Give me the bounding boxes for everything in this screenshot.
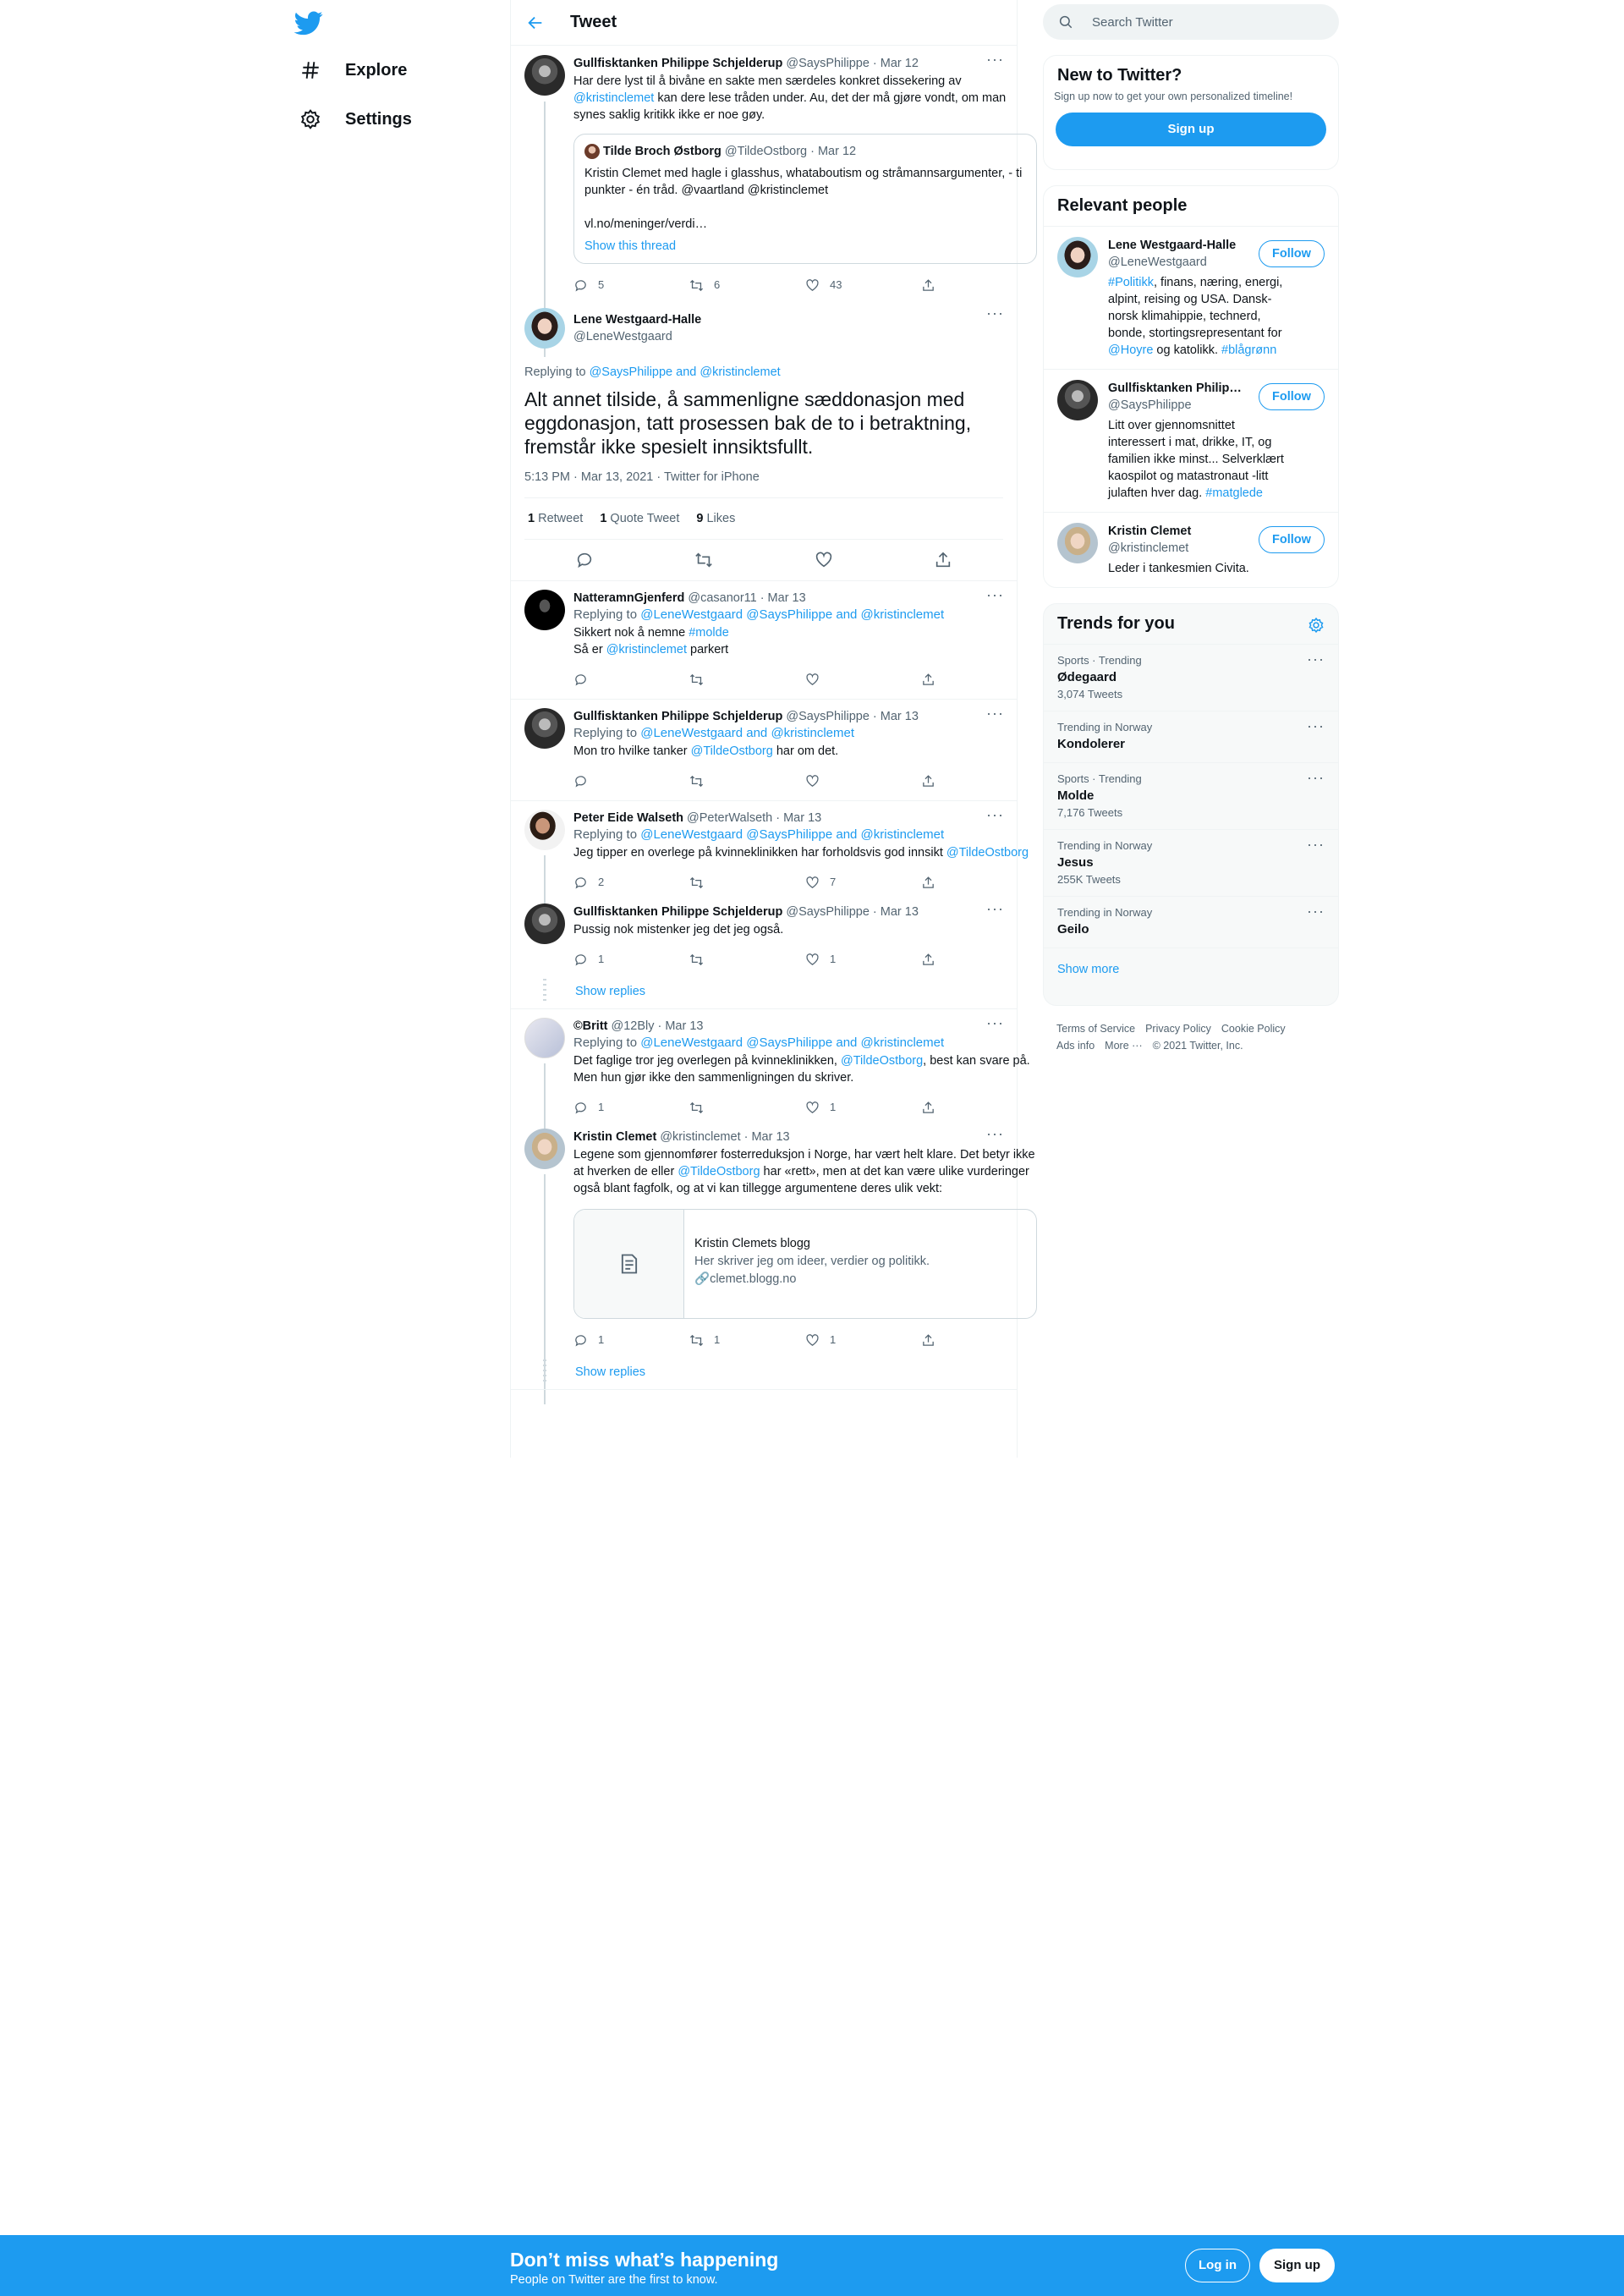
reply-icon [573, 876, 588, 890]
heart-icon[interactable] [815, 551, 833, 569]
tweet-actions [573, 1093, 1037, 1122]
focused-tweet-text: Alt annet tilside, å sammenligne sæddonasjon med eggdonasjon, tatt prosessen bak de to i betraktning, fremstår ikke spesielt innsiktsfullt. [524, 388, 972, 458]
replying-label: Replying to [524, 365, 590, 379]
more-icon[interactable]: ··· [986, 586, 1004, 603]
bottom-signup-bar [0, 2235, 1624, 2296]
person-item[interactable] [1044, 226, 1338, 369]
tweet-actions [573, 766, 1037, 795]
sign-up-button[interactable]: Sign up [1056, 113, 1326, 146]
tweet-actions [573, 271, 1037, 299]
avatar[interactable] [524, 810, 565, 850]
avatar[interactable] [524, 1129, 565, 1169]
new-to-twitter-panel [1043, 55, 1339, 170]
more-icon[interactable]: ··· [1307, 717, 1325, 734]
person-item[interactable] [1044, 369, 1338, 512]
card-text [684, 1210, 940, 1318]
retweet-count: 1 [714, 1333, 721, 1346]
hashtag-icon [299, 59, 321, 81]
reply-icon[interactable] [575, 551, 594, 569]
cookie-link[interactable]: Cookie Policy [1221, 1023, 1286, 1035]
reply-tweet[interactable] [511, 1009, 1030, 1127]
show-thread-link[interactable]: Show this thread [584, 239, 677, 253]
tweet-date[interactable]: · Mar 13 [760, 591, 806, 605]
more-icon[interactable]: ··· [1307, 651, 1325, 667]
quote-url: vl.no/meninger/verdi… [584, 217, 708, 231]
trend-item[interactable] [1044, 644, 1338, 711]
card-image [574, 1210, 684, 1318]
link-icon: 🔗 [694, 1272, 710, 1286]
mention-link[interactable]: @TildeOstborg [840, 1054, 924, 1068]
reply-icon [573, 278, 588, 293]
reply-button[interactable] [573, 277, 689, 294]
replying-to [524, 365, 1003, 379]
retweet-icon [689, 876, 704, 890]
tos-link[interactable]: Terms of Service [1056, 1023, 1136, 1035]
avatar[interactable] [524, 904, 565, 944]
log-in-button[interactable]: Log in [1185, 2249, 1250, 2282]
replying-to: Replying to @LeneWestgaard and @kristinclemet [573, 726, 855, 740]
replying-to: Replying to @LeneWestgaard @SaysPhilippe and @kristinclemet [573, 607, 945, 622]
footer-links [1056, 1020, 1296, 1054]
retweet-button[interactable] [689, 774, 805, 788]
privacy-link[interactable]: Privacy Policy [1145, 1023, 1211, 1035]
share-icon [921, 876, 935, 890]
nav-settings[interactable] [299, 102, 412, 136]
tweet-stats [524, 497, 1003, 540]
show-replies-link[interactable] [511, 974, 1017, 1009]
like-button[interactable] [805, 774, 921, 788]
retweet-button[interactable] [689, 673, 805, 687]
avatar[interactable] [1057, 523, 1098, 563]
author-name[interactable]: Kristin Clemet [573, 1130, 657, 1144]
trend-count: 7,176 Tweets [1057, 806, 1123, 819]
tweet-date[interactable]: · Mar 13 [743, 1130, 790, 1144]
more-icon[interactable]: ··· [986, 806, 1004, 823]
quote-author-name: Tilde Broch Østborg [603, 145, 721, 158]
more-icon[interactable]: ··· [1307, 903, 1325, 920]
avatar[interactable] [524, 308, 565, 349]
tweet-date[interactable]: · Mar 13 [657, 1019, 704, 1033]
author-handle[interactable]: @kristinclemet [660, 1130, 741, 1144]
more-icon[interactable]: ··· [986, 1014, 1004, 1031]
more-icon[interactable]: ··· [986, 900, 1004, 917]
trend-context: Trending in Norway [1057, 906, 1153, 919]
thread-line [544, 1063, 546, 1133]
mention-link[interactable]: @TildeOstborg [678, 1165, 760, 1178]
like-button[interactable] [805, 874, 921, 891]
like-button[interactable] [805, 1332, 921, 1348]
trend-name: Kondolerer [1057, 737, 1126, 751]
heart-icon [805, 278, 820, 293]
tweet-meta[interactable]: 5:13 PM · Mar 13, 2021 · Twitter for iPhone [524, 470, 760, 484]
reply-button[interactable] [573, 951, 689, 968]
author-handle[interactable]: @12Bly [611, 1019, 655, 1033]
reply-tweet[interactable] [511, 581, 1017, 700]
replying-mentions[interactable]: @LeneWestgaard @SaysPhilippe and @kristinclemet [640, 1035, 945, 1050]
replying-to: Replying to @LeneWestgaard @SaysPhilippe and @kristinclemet [573, 827, 945, 842]
follow-button[interactable]: Follow [1259, 383, 1325, 410]
author-handle[interactable]: @SaysPhilippe [786, 905, 870, 919]
like-count: 1 [830, 953, 837, 965]
like-button[interactable] [805, 673, 921, 687]
trend-name: Molde [1057, 788, 1095, 803]
share-button[interactable] [921, 774, 1037, 788]
heart-icon [805, 1101, 820, 1115]
trend-item[interactable] [1044, 762, 1338, 829]
author-name[interactable]: Peter Eide Walseth [573, 811, 684, 825]
avatar[interactable] [1057, 380, 1098, 420]
author-name[interactable]: NatteramnGjenferd [573, 591, 685, 605]
relevant-people-panel [1043, 185, 1339, 588]
mention-link[interactable]: @kristinclemet [606, 643, 687, 656]
person-item[interactable] [1044, 512, 1338, 587]
quote-text: Kristin Clemet med hagle i glasshus, whataboutism og stråmannsargumenter, - ti punkter - én tråd. @vaartland @kristinclemet [584, 167, 1023, 197]
avatar[interactable] [524, 708, 565, 749]
reply-count: 2 [598, 876, 605, 888]
page-title: Tweet [570, 13, 617, 31]
tweet-text: Sikkert nok å nemne #molde Så er @kristinclemet parkert [573, 626, 729, 656]
hashtag-link[interactable]: #molde [689, 626, 729, 640]
nav-explore-label: Explore [345, 60, 408, 80]
retweet-icon[interactable] [694, 551, 713, 569]
trend-name: Jesus [1057, 855, 1094, 870]
author-handle[interactable]: @SaysPhilippe [786, 710, 870, 723]
like-button[interactable] [805, 277, 921, 294]
trend-context: Trending in Norway [1057, 839, 1153, 852]
replying-mentions[interactable]: @LeneWestgaard @SaysPhilippe and @kristinclemet [640, 607, 945, 622]
main-column [510, 0, 1035, 1458]
tweet-text: Mon tro hvilke tanker @TildeOstborg har om det. [573, 744, 839, 758]
panel-title: Relevant people [1057, 196, 1188, 215]
nav-explore[interactable] [299, 53, 407, 87]
replying-mentions[interactable]: @LeneWestgaard and @kristinclemet [640, 726, 855, 740]
more-icon[interactable]: ··· [1307, 769, 1325, 786]
reply-button[interactable] [573, 774, 689, 788]
retweet-icon [689, 774, 704, 788]
reply-count: 1 [598, 953, 605, 965]
reply-tweet[interactable] [511, 1125, 1035, 1354]
quoted-tweet[interactable] [573, 134, 1037, 264]
heart-icon [805, 673, 820, 687]
share-button[interactable] [921, 953, 1037, 967]
trend-count: 3,074 Tweets [1057, 688, 1123, 700]
person-bio: Leder i tankesmien Civita. [1108, 562, 1249, 575]
tweet-actions [573, 868, 1037, 897]
like-count: 1 [830, 1101, 837, 1113]
avatar[interactable] [524, 1018, 565, 1058]
back-arrow-icon[interactable] [526, 14, 545, 32]
like-button[interactable] [805, 951, 921, 968]
link-card[interactable] [573, 1209, 1037, 1319]
tweet-text-part: kan dere lese tråden under. Au, det der må gjøre vondt, om man synes saklig kritikk ikke er noe gøy. [573, 91, 1007, 122]
replying-mentions[interactable]: @LeneWestgaard @SaysPhilippe and @kristinclemet [640, 827, 945, 842]
more-icon[interactable]: ··· [986, 305, 1004, 321]
heart-icon [805, 876, 820, 890]
person-name[interactable]: Lene Westgaard-Halle [1108, 239, 1237, 252]
author-name[interactable]: ©Britt [573, 1019, 608, 1033]
reply-count: 1 [598, 1101, 605, 1113]
quote-handle: @TildeOstborg [724, 145, 808, 158]
trend-name: Geilo [1057, 922, 1089, 937]
like-button[interactable] [805, 1099, 921, 1116]
reply-tweet[interactable] [511, 801, 1029, 902]
copyright: © 2021 Twitter, Inc. [1152, 1040, 1243, 1052]
more-icon[interactable]: ··· [986, 1125, 1004, 1142]
document-icon [617, 1252, 641, 1276]
retweet-button[interactable] [689, 1332, 805, 1348]
trend-context: Sports · Trending [1057, 772, 1142, 785]
card-url-text: clemet.blogg.no [710, 1272, 797, 1286]
retweets-stat[interactable]: 1 Retweet [528, 512, 584, 525]
replying-mentions[interactable]: @SaysPhilippe and @kristinclemet [589, 365, 781, 379]
focused-tweet [511, 299, 1017, 580]
trend-item[interactable] [1044, 896, 1338, 948]
panel-title: Trends for you [1057, 614, 1175, 633]
parent-tweet[interactable] [511, 46, 1023, 299]
person-name[interactable]: Kristin Clemet [1108, 525, 1192, 538]
more-icon[interactable]: ··· [986, 51, 1004, 68]
follow-button[interactable]: Follow [1259, 240, 1325, 267]
mention-link[interactable]: @Hoyre [1108, 343, 1154, 357]
trends-panel [1043, 603, 1339, 1006]
share-icon [921, 953, 935, 967]
reply-count: 1 [598, 1333, 605, 1346]
reply-icon [573, 953, 588, 967]
like-count: 7 [830, 876, 837, 888]
ads-info-link[interactable]: Ads info [1056, 1040, 1095, 1052]
twitter-logo-icon[interactable] [294, 8, 323, 37]
trend-item[interactable] [1044, 829, 1338, 896]
search-box[interactable] [1043, 4, 1339, 40]
reply-icon [573, 774, 588, 788]
header-bar [511, 0, 1017, 46]
search-icon [1058, 14, 1073, 30]
card-url [694, 1271, 930, 1288]
author-name[interactable]: Gullfisktanken Philippe Schjelderup [573, 905, 783, 919]
hashtag-link[interactable]: #blågrønn [1221, 343, 1277, 357]
share-icon[interactable] [934, 551, 952, 569]
gear-icon[interactable] [1308, 617, 1325, 634]
nav-settings-label: Settings [345, 109, 412, 129]
heart-icon [805, 953, 820, 967]
share-button[interactable] [921, 673, 1037, 687]
more-icon[interactable]: ··· [986, 705, 1004, 722]
reply-tweet[interactable] [511, 902, 1017, 974]
reply-button[interactable] [573, 1099, 689, 1116]
retweet-button[interactable] [689, 277, 805, 294]
share-icon [921, 774, 935, 788]
tweet-date[interactable]: · Mar 13 [872, 905, 919, 919]
author-handle[interactable]: @LeneWestgaard [573, 330, 672, 343]
author-handle[interactable]: @casanor11 [688, 591, 757, 605]
person-handle[interactable]: @kristinclemet [1108, 541, 1189, 555]
retweet-icon [689, 673, 704, 687]
author-name[interactable]: Lene Westgaard-Halle [573, 313, 702, 327]
trend-context: Sports · Trending [1057, 654, 1142, 667]
reply-count: 5 [598, 278, 605, 291]
gear-icon [299, 108, 321, 130]
retweet-button[interactable] [689, 876, 805, 890]
share-button[interactable] [921, 1333, 1037, 1348]
reply-icon [573, 1101, 588, 1115]
trend-context: Trending in Norway [1057, 721, 1153, 733]
hashtag-link[interactable]: #matglede [1205, 486, 1263, 500]
retweet-icon [689, 953, 704, 967]
person-handle[interactable]: @LeneWestgaard [1108, 255, 1207, 269]
reply-icon [573, 1333, 588, 1348]
retweet-button[interactable] [689, 953, 805, 967]
tweet-actions [573, 1326, 1037, 1354]
person-bio: #Politikk, finans, næring, energi, alpint, reising og USA. Dansk-norsk klimahippie, technerd, bonde, stortingsrepresentant for @Hoyre og katolikk. #blågrønn [1108, 276, 1283, 357]
mention-link[interactable]: @TildeOstborg [690, 744, 773, 758]
share-icon [921, 673, 935, 687]
share-button[interactable] [921, 278, 1037, 293]
more-icon[interactable]: ··· [1307, 836, 1325, 853]
tweet-date[interactable]: · Mar 12 [872, 57, 919, 70]
author-handle[interactable]: @SaysPhilippe [786, 57, 870, 70]
search-input[interactable]: Search Twitter [1092, 14, 1173, 30]
tweet-actions [573, 945, 1037, 974]
tweet-date[interactable]: · Mar 13 [776, 811, 822, 825]
tweet-text [573, 73, 1037, 124]
mention-link[interactable]: @TildeOstborg [946, 846, 1029, 860]
share-icon [921, 1333, 935, 1348]
follow-button[interactable]: Follow [1259, 526, 1325, 553]
reply-button[interactable] [573, 874, 689, 891]
trend-name: Ødegaard [1057, 670, 1117, 684]
tweet-text: Jeg tipper en overlege på kvinneklinikken har forholdsvis god innsikt @TildeOstborg [573, 846, 1029, 860]
card-title: Kristin Clemets blogg [694, 1237, 810, 1250]
tweet-text: Pussig nok mistenker jeg det jeg også. [573, 923, 784, 937]
tweet-actions [573, 665, 1037, 694]
panel-subtitle: Sign up now to get your own personalized timeline! [1054, 91, 1293, 102]
quote-avatar [584, 144, 600, 159]
retweet-icon [689, 1101, 704, 1115]
trend-count: 255K Tweets [1057, 873, 1121, 886]
avatar[interactable] [1057, 237, 1098, 277]
author-name[interactable]: Gullfisktanken Philippe Schjelderup [573, 57, 783, 70]
heart-icon [805, 774, 820, 788]
quote-date: · Mar 12 [810, 145, 857, 158]
hashtag-link[interactable]: #Politikk [1108, 276, 1154, 289]
avatar[interactable] [524, 55, 565, 96]
person-handle[interactable]: @SaysPhilippe [1108, 398, 1192, 412]
focused-actions [524, 540, 1003, 580]
show-more-link[interactable]: Show more [1044, 948, 1338, 991]
tweet-text: Det faglige tror jeg overlegen på kvinneklinikken, @TildeOstborg, best kan svare på. Men hun gjør ikke den sammenligningen du skriver. [573, 1054, 1030, 1085]
quotes-stat[interactable]: 1 Quote Tweet [600, 512, 680, 525]
card-description: Her skriver jeg om ideer, verdier og politikk. [694, 1255, 930, 1268]
bottom-title: Don’t miss what’s happening [510, 2249, 779, 2271]
retweet-icon [689, 278, 704, 293]
avatar[interactable] [524, 590, 565, 630]
replying-to: Replying to @LeneWestgaard @SaysPhilippe and @kristinclemet [573, 1035, 945, 1050]
reply-tweet[interactable] [511, 700, 1017, 801]
person-name[interactable]: Gullfisktanken Philip… [1108, 382, 1242, 395]
person-bio: Litt over gjennomsnittet interessert i mat, drikke, IT, og familien ikke minst... Selverklært kaospilot og matastronaut -litt julaften hver dag. #matglede [1108, 419, 1284, 500]
trend-item[interactable] [1044, 711, 1338, 762]
author-handle[interactable]: @PeterWalseth [687, 811, 773, 825]
share-button[interactable] [921, 1101, 1037, 1115]
more-link[interactable]: More ··· [1105, 1040, 1143, 1052]
share-button[interactable] [921, 876, 1037, 890]
tweet-date[interactable]: · Mar 13 [872, 710, 919, 723]
reply-icon [573, 673, 588, 687]
reply-button[interactable] [573, 1332, 689, 1348]
show-replies-label: Show replies [575, 985, 646, 998]
tweet-text: Legene som gjennomfører fosterreduksjon i Norge, har vært helt klare. Det betyr ikke at hverken de eller @TildeOstborg har «rett», men at det kan være ulike vurderinger også blant fagfolk, og at vi kan tillegge argumentene deres ulik vekt: [573, 1148, 1035, 1195]
show-replies-link[interactable] [511, 1354, 1017, 1390]
like-count: 43 [830, 278, 842, 291]
share-icon [921, 278, 935, 293]
mention-link[interactable]: @kristinclemet [573, 91, 655, 105]
likes-stat[interactable]: 9 Likes [696, 512, 736, 525]
heart-icon [805, 1333, 820, 1348]
like-count: 1 [830, 1333, 837, 1346]
author-name[interactable]: Gullfisktanken Philippe Schjelderup [573, 710, 783, 723]
panel-title: New to Twitter? [1057, 66, 1182, 85]
share-icon [921, 1101, 935, 1115]
tweet-text-part: Har dere lyst til å bivåne en sakte men særdeles konkret dissekering av [573, 74, 962, 88]
retweet-button[interactable] [689, 1101, 805, 1115]
sign-up-button[interactable]: Sign up [1259, 2249, 1335, 2282]
bottom-subtitle: People on Twitter are the first to know. [510, 2273, 718, 2287]
reply-button[interactable] [573, 673, 689, 687]
show-replies-label: Show replies [575, 1365, 646, 1379]
retweet-icon [689, 1333, 704, 1348]
retweet-count: 6 [714, 278, 721, 291]
